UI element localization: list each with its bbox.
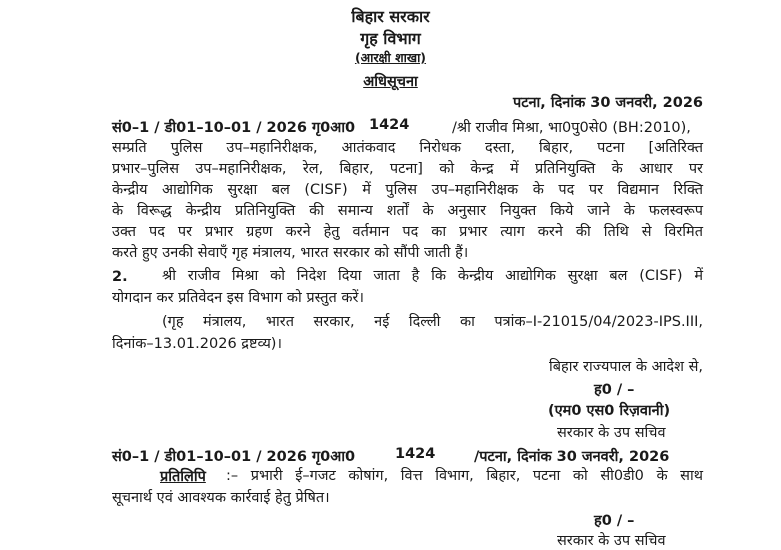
- place-date: पटना, दिनांक 30 जनवरी, 2026: [512, 95, 703, 111]
- notification-title: अधिसूचना: [363, 74, 418, 90]
- order-body: [112, 138, 703, 264]
- order-line: सम्प्रति पुलिस उप–महानिरीक्षक, आतंकवाद निरोधक दस्ता, बिहार, पटना [अतिरिक्त: [112, 140, 703, 156]
- copy-designation: सरकार के उप सचिव: [557, 533, 666, 549]
- paragraph-2-line: श्री राजीव मिश्रा को निदेश दिया जाता है कि केन्द्रीय आद्योगिक सुरक्षा बल (CISF) में: [162, 268, 703, 284]
- department-title: गृह विभाग: [360, 29, 421, 48]
- copy-place-date: /पटना, दिनांक 30 जनवरी, 2026: [474, 449, 670, 465]
- copy-line: :– प्रभारी ई–गजट कोषांग, वित्त विभाग, बिहार, पटना को सी0डी0 के साथ: [226, 468, 703, 484]
- copy-reference: सं0–1 / डी01–10–01 / 2026 गृ0आ0: [112, 449, 356, 465]
- governor-order-text: बिहार राज्यपाल के आदेश से,: [549, 359, 703, 375]
- paragraph-2-line: योगदान कर प्रतिवेदन इस विभाग को प्रस्तुत करें।: [112, 290, 364, 306]
- branch-title: (आरक्षी शाखा): [354, 50, 427, 65]
- reference-note: (गृह मंत्रालय, भारत सरकार, नई दिल्ली का पत्रांक–I-21015/04/2023-IPS.III,: [162, 314, 703, 330]
- order-line: /श्री राजीव मिश्रा, भा0पु0से0 (BH:2010),: [452, 120, 691, 136]
- copy-label: प्रतिलिपि: [160, 469, 206, 485]
- signed-mark: ह0 / –: [594, 382, 635, 398]
- copy-signed-mark: ह0 / –: [594, 513, 635, 529]
- government-title: बिहार सरकार: [351, 7, 430, 26]
- order-line: प्रभार–पुलिस उप–महानिरीक्षक, रेल, बिहार, पटना] को केन्द्र में प्रतिनियुक्ति के आधार पर: [112, 161, 703, 177]
- copy-number: 1424: [395, 446, 436, 462]
- paragraph-number: 2.: [112, 269, 128, 285]
- order-line: उक्त पद पर प्रभार ग्रहण करने हेतु वर्तमान पद का प्रभार त्याग करने की तिथि से विरमित: [112, 224, 703, 240]
- order-reference: सं0–1 / डी01–10–01 / 2026 गृ0आ0: [112, 120, 356, 136]
- signatory-name: (एम0 एस0 रिज़वानी): [548, 403, 671, 419]
- order-line: केन्द्रीय आद्योगिक सुरक्षा बल (CISF) में पुलिस उप–महानिरीक्षक के पद पर विद्यमान रिक्ति: [112, 182, 703, 198]
- order-line: के विरूद्ध केन्द्रीय प्रतिनियुक्ति की समान्य शर्तों के अनुसार नियुक्त किये जाने के फलस्वरूप: [112, 203, 703, 219]
- order-number: 1424: [369, 117, 410, 133]
- copy-line: सूचनार्थ एवं आवश्यक कार्रवाई हेतु प्रेषित।: [112, 490, 330, 506]
- order-line: करते हुए उनकी सेवाएँ गृह मंत्रालय, भारत सरकार को सौंपी जाती हैं।: [112, 245, 469, 261]
- reference-note-date: दिनांक–13.01.2026 द्रष्टव्य)।: [112, 336, 282, 352]
- signatory-designation: सरकार के उप सचिव: [557, 425, 666, 441]
